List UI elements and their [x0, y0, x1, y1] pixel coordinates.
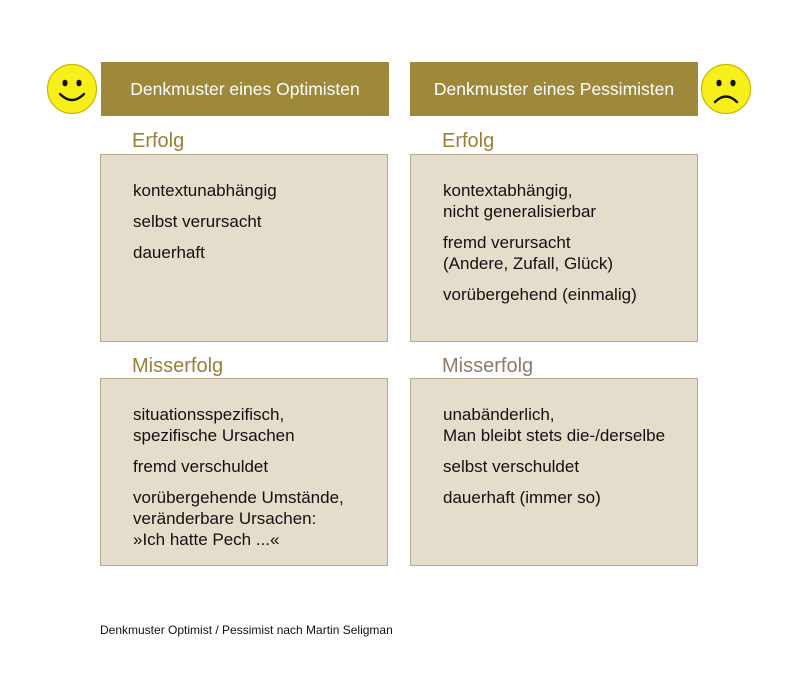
pessimist-failure-item: dauerhaft (immer so) — [443, 488, 601, 507]
optimist-failure-item: fremd verschuldet — [133, 457, 269, 476]
optimist-success-label: Erfolg — [132, 130, 185, 152]
pessimist-failure-card — [410, 378, 698, 566]
pessimist-success-item: fremd verursacht (Andere, Zufall, Glück) — [443, 233, 614, 273]
pessimist-success-card — [410, 154, 698, 342]
figure-caption: Denkmuster Optimist / Pessimist nach Martin Seligman — [100, 623, 393, 637]
optimist-failure-card — [100, 378, 388, 566]
pessimist-header-text: Denkmuster eines Pessimisten — [433, 79, 675, 99]
optimist-failure-item: vorübergehende Umstände, veränderbare Ursachen: »Ich hatte Pech ...« — [133, 488, 344, 549]
pessimist-success-item: kontextabhängig, nicht generalisierbar — [443, 181, 597, 221]
pessimist-header — [410, 62, 698, 116]
optimist-header-text: Denkmuster eines Optimisten — [130, 79, 360, 99]
pessimist-success-item: vorübergehend (einmalig) — [443, 285, 637, 304]
happy-face-icon — [46, 63, 98, 115]
optimist-success-item: kontextunabhängig — [133, 181, 277, 200]
optimist-success-item: dauerhaft — [133, 243, 205, 262]
optimist-header — [101, 62, 389, 116]
sad-face-icon — [700, 63, 752, 115]
pessimist-success-label: Erfolg — [442, 130, 495, 152]
pessimist-failure-item: unabänderlich, Man bleibt stets die-/derselbe — [443, 405, 666, 445]
optimist-success-card — [100, 154, 388, 342]
pessimist-failure-label: Misserfolg — [442, 355, 534, 377]
optimist-failure-label: Misserfolg — [132, 355, 224, 377]
optimist-success-item: selbst verursacht — [133, 212, 262, 231]
pessimist-failure-item: selbst verschuldet — [443, 457, 580, 476]
optimist-failure-item: situationsspezifisch, spezifische Ursachen — [133, 405, 295, 445]
